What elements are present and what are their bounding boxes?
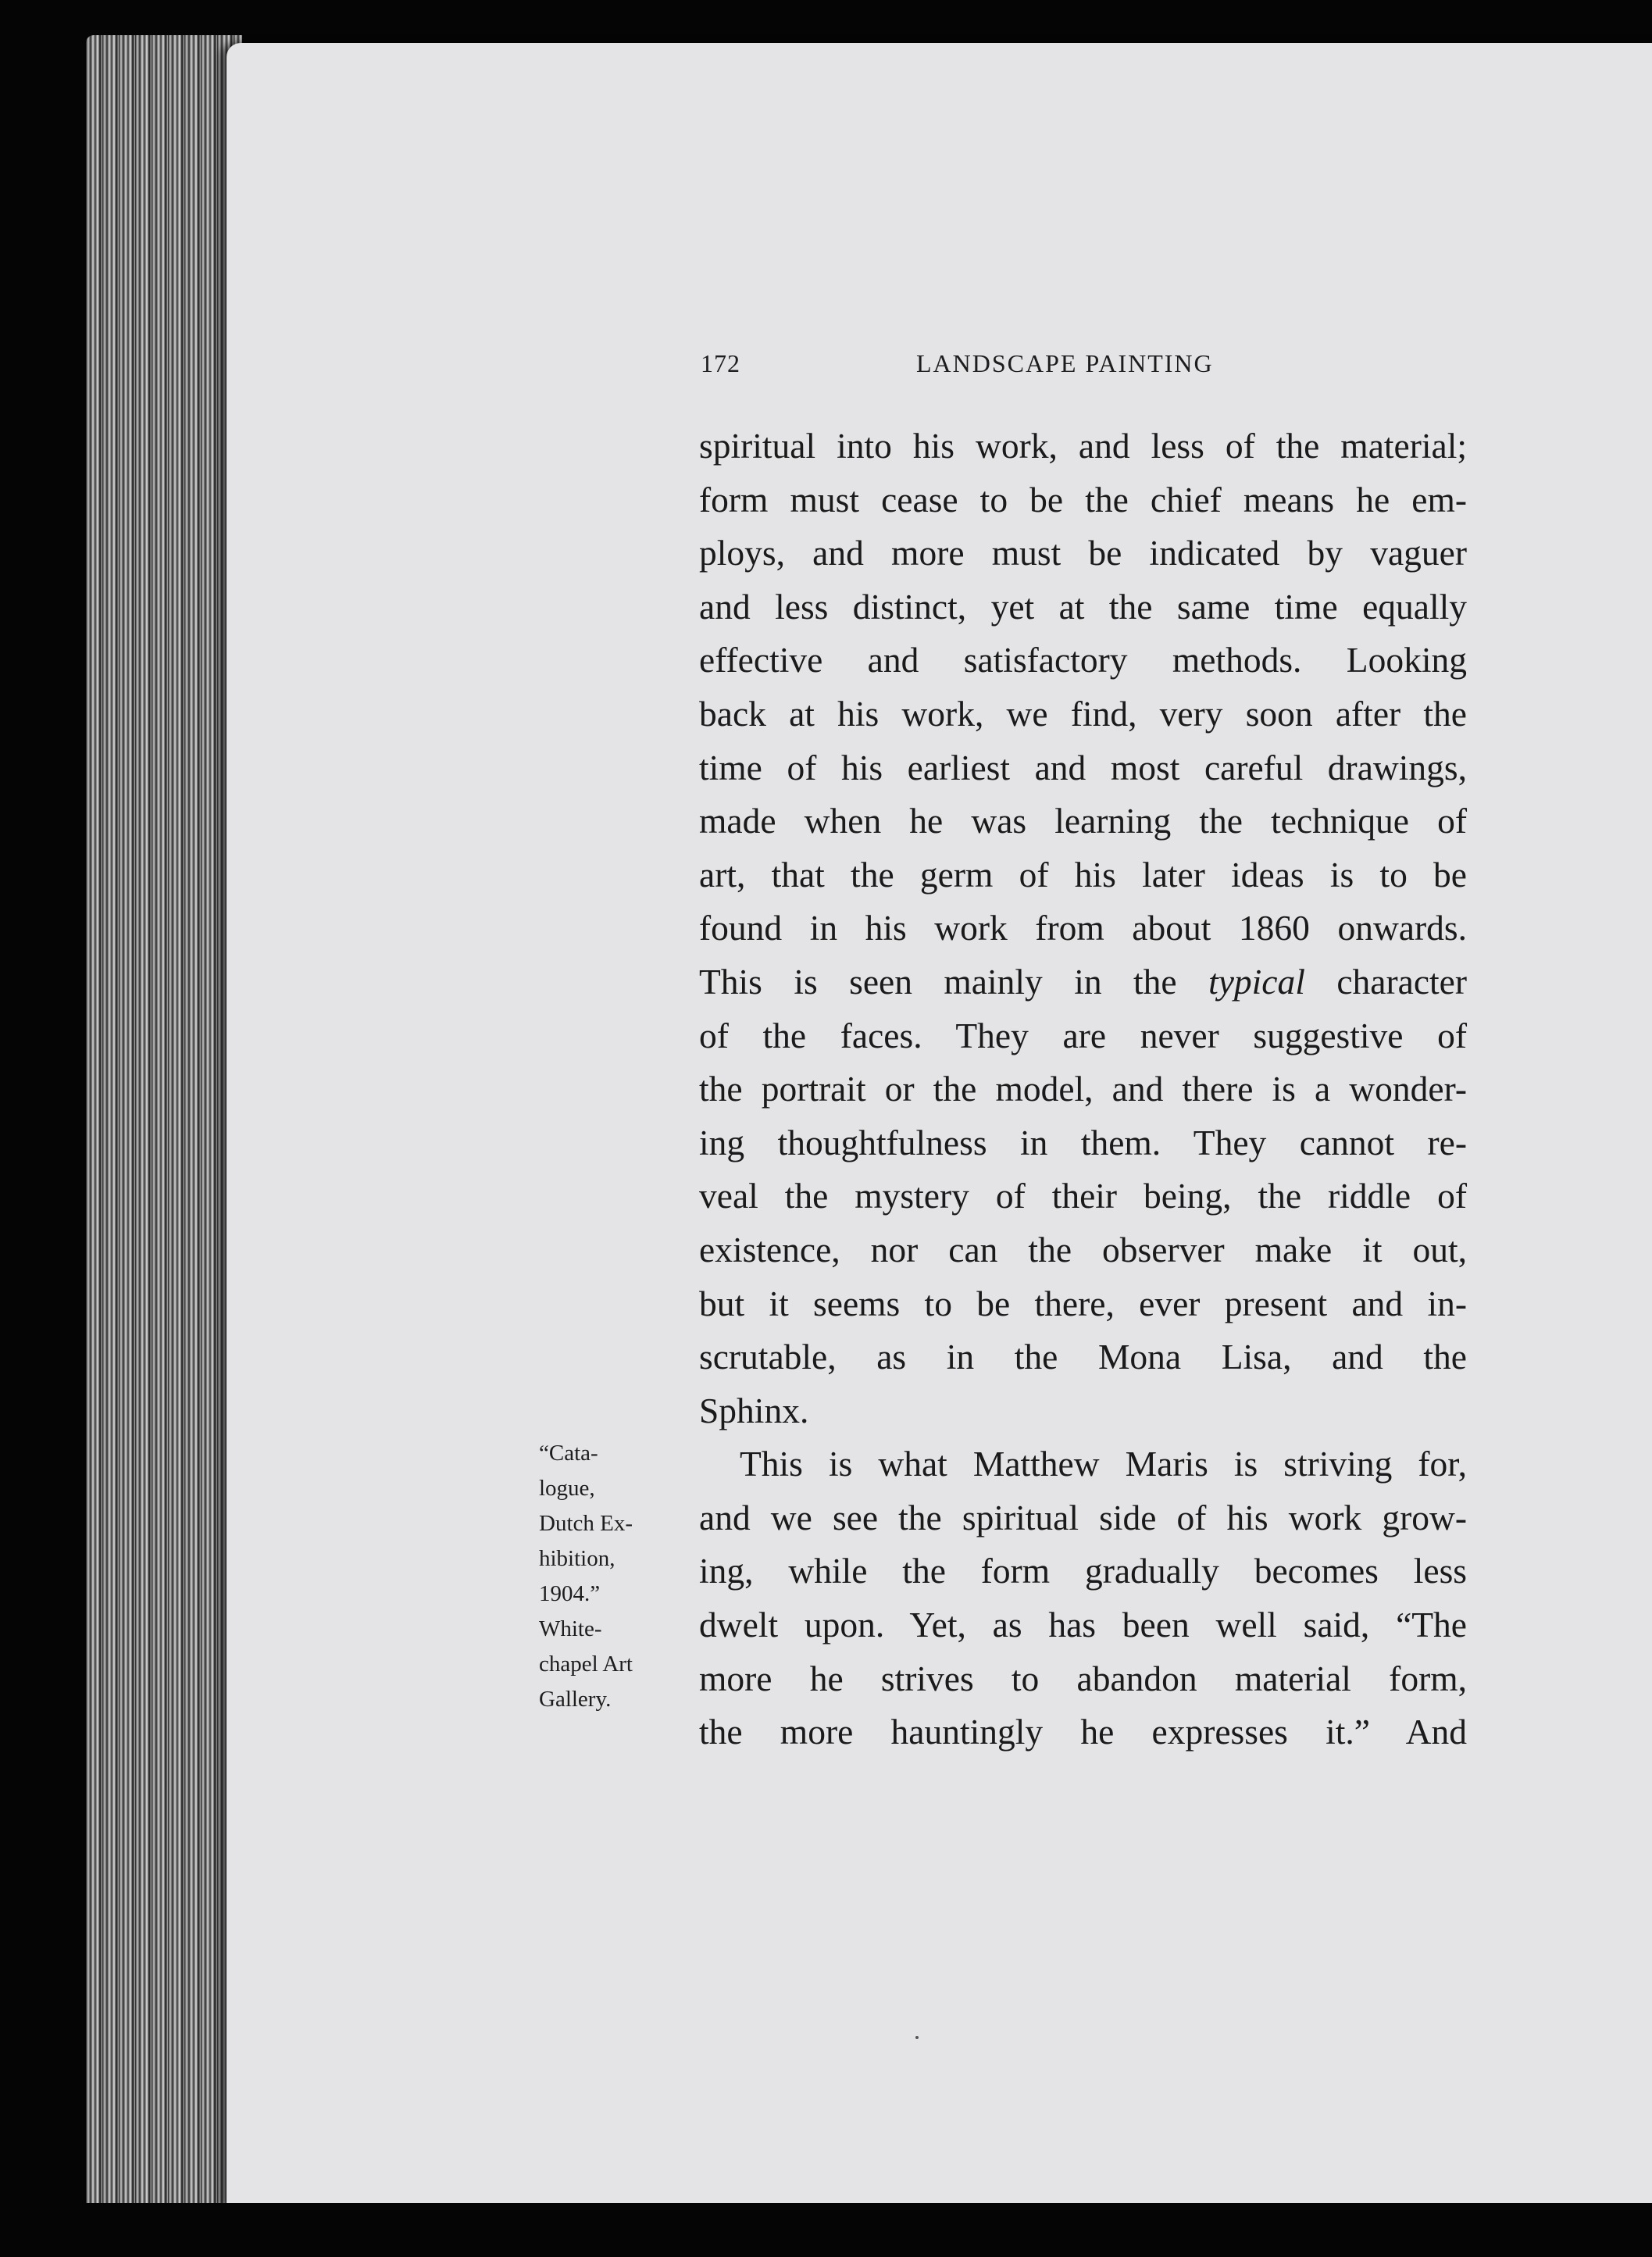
text-line: and less distinct, yet at the same time equally [699,586,1467,627]
margin-note-line: “Cata- [539,1441,598,1466]
text-line: the more hauntingly he expresses it.” And [699,1712,1467,1752]
text-line: ing thoughtfulness in them. They cannot re- [699,1122,1467,1162]
text-line-with-emphasis [699,955,1467,1009]
text-line: Sphinx. [699,1390,809,1430]
text-line: ploys, and more must be indicated by vaguer [699,533,1467,573]
margin-note-line: logue, [539,1476,595,1501]
emphasis-word: typical [1208,961,1305,1002]
text-line: more he strives to abandon material form, [699,1658,1467,1698]
text-line: dwelt upon. Yet, as has been well said, “The [699,1605,1467,1645]
text-line: ing, while the form gradually becomes less [699,1551,1467,1591]
text-line: form must cease to be the chief means he em- [699,479,1467,520]
text-line: veal the mystery of their being, the riddle of [699,1176,1467,1216]
dust-speck [915,2036,919,2039]
text-run: character [1304,961,1467,1002]
margin-note-line: chapel Art [539,1652,633,1677]
text-line: This is what Matthew Maris is striving for, [740,1444,1467,1484]
text-line: scrutable, as in the Mona Lisa, and the [699,1337,1467,1377]
running-title: LANDSCAPE PAINTING [916,349,1214,377]
body-text [699,420,1467,1759]
text-line: found in his work from about 1860 onwards. [699,908,1467,948]
text-line: time of his earliest and most careful drawings, [699,747,1467,787]
text-line: made when he was learning the technique of [699,801,1467,841]
text-run: This is seen mainly in the [699,961,1209,1002]
margin-note [539,1436,695,1717]
margin-note-line: Gallery. [539,1687,612,1712]
margin-note-line: hibition, [539,1546,615,1571]
margin-note-line: White- [539,1616,602,1641]
margin-note-line: Dutch Ex- [539,1511,633,1536]
text-line: existence, nor can the observer make it out, [699,1229,1467,1270]
page-number: 172 [701,349,740,377]
book-fore-edge [86,35,242,2215]
bottom-shadow [86,2203,1652,2257]
text-line: of the faces. They are never suggestive of [699,1015,1467,1055]
margin-note-line: 1904.” [539,1581,601,1606]
text-line: spiritual into his work, and less of the material; [699,426,1467,466]
text-line: the portrait or the model, and there is a wonder- [699,1069,1467,1109]
text-line: and we see the spiritual side of his work grow- [699,1497,1467,1537]
text-line: back at his work, we find, very soon after the [699,693,1467,734]
text-line: art, that the germ of his later ideas is to be [699,854,1467,895]
text-line: effective and satisfactory methods. Looking [699,640,1467,680]
text-line: but it seems to be there, ever present and in- [699,1283,1467,1323]
